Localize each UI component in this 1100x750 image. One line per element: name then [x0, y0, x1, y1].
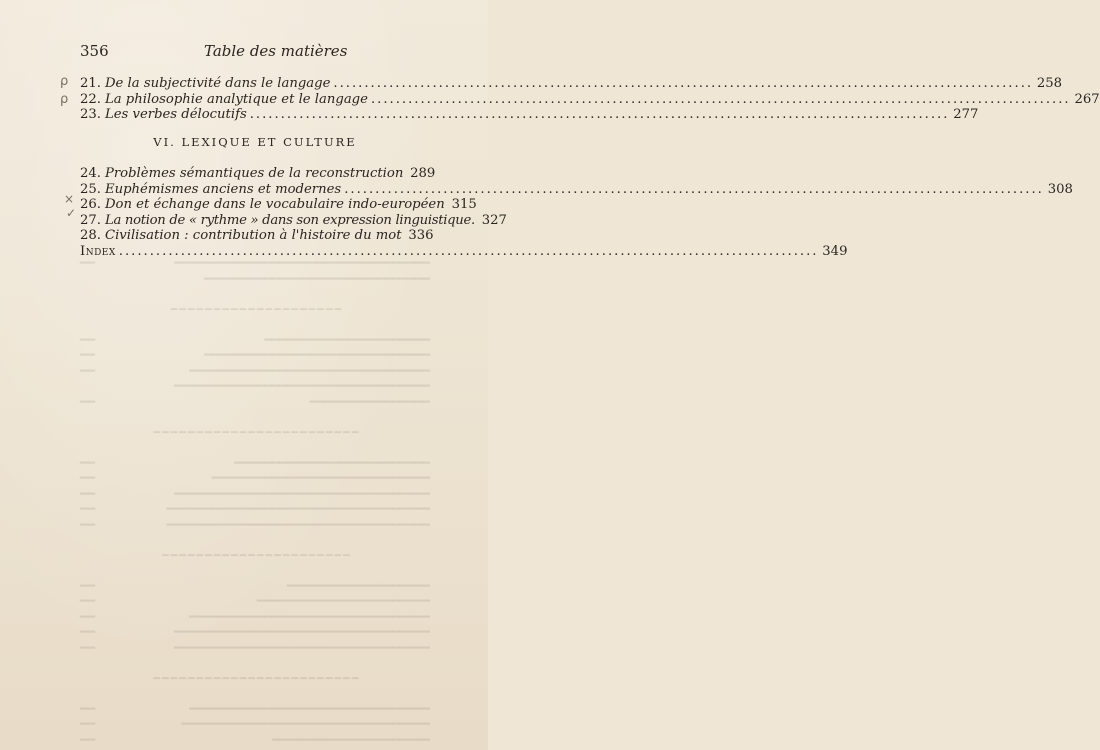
toc-entry-title: La philosophie analytique et le langage	[104, 91, 368, 107]
toc-entry-number: 26.	[80, 197, 101, 213]
toc-entry-title: Les verbes délocutifs	[104, 107, 247, 123]
toc-entry-title: La notion de « rythme » dans son expression linguistique.	[104, 212, 475, 228]
leader-dots	[344, 182, 1044, 198]
margin-mark-26: ×	[64, 192, 75, 206]
toc-entry	[80, 166, 436, 182]
toc-entry-number: 21.	[80, 76, 101, 91]
toc-entry	[80, 181, 1073, 198]
leader-dots	[333, 76, 1033, 92]
toc-entry-page: 336	[408, 228, 434, 244]
leader-dots	[371, 92, 1071, 108]
toc-entry-title: Civilisation : contribution à l'histoire du mot	[104, 228, 402, 244]
toc-entry-page: 327	[481, 212, 507, 228]
toc-entry	[80, 91, 1100, 108]
toc-entry-title: Don et échange dans le vocabulaire indo-européen	[104, 197, 445, 213]
toc-entry-number: 22.	[80, 91, 101, 107]
section-heading: VI. LEXIQUE ET CULTURE	[153, 135, 357, 149]
toc-entry-page: 308	[1047, 181, 1073, 197]
toc-entry-page: 289	[410, 166, 436, 181]
show-through-texture: ━━━━━━━━━━━━━━━━━━━━━━━━━━━━━━━━━━ ━━ ━━━━━━━━━━━━━━━━━━━━━━━━━━━━━━ ━━━━━━━━━━━━━━━━━━━━ ━━━━━━━━━━━━━━━━━━━━━━ ━━ ━━━━━━━━━━━━━━━━━━━━━━━━━━━━━━ ━━ ━━━━━━━━━━━━━━━━━━━━━━━━━━━━━━━━ ━━ ━━━━━━━━━━━━━━━━━━━━━━━━━━━━━━━━━━ ━━━━━━━━━━━━━━━━ ━━ ━━━━━━━━━━━━━━━━━━━━━━━━ ━━━━━━━━━━━━━━━━━━━━━━━━━━ ━━ ━━━━━━━━━━━━━━━━━━━━━━━━━━━━━ ━━ ━━━━━━━━━━━━━━━━━━━━━━━━━━━━━━━━━━ ━━ ━━━━━━━━━━━━━━━━━━━━━━━━━━━━━━━━━━━ ━━ ━━━━━━━━━━━━━━━━━━━━━━━━━━━━━━━━━━━ ━━ ━━━━━━━━━━━━━━━━━━━━━━ ━━━━━━━━━━━━━━━━━━━ ━━ ━━━━━━━━━━━━━━━━━━━━━━━ ━━ ━━━━━━━━━━━━━━━━━━━━━━━━━━━━━━━━ ━━ ━━━━━━━━━━━━━━━━━━━━━━━━━━━━━━━━━━ ━━ ━━━━━━━━━━━━━━━━━━━━━━━━━━━━━━━━━━ ━━ ━━━━━━━━━━━━━━━━━━━━━━━━ ━━━━━━━━━━━━━━━━━━━━━━━━━━━━━━━━ ━━ ━━━━━━━━━━━━━━━━━━━━━━━━━━━━━━━━━ ━━ ━━━━━━━━━━━━━━━━━━━━━ ━━	[80, 255, 430, 747]
toc-entry-page: 258	[1036, 76, 1063, 91]
toc-entry-number: 23.	[80, 107, 101, 123]
toc-entry-number: 25.	[80, 181, 101, 197]
toc-entry-number: 24.	[80, 166, 101, 181]
toc-top-list	[80, 76, 1100, 123]
index-page: 349	[822, 243, 848, 259]
toc-entry	[80, 212, 507, 229]
toc-entry	[80, 228, 434, 244]
leader-dots	[250, 107, 950, 123]
toc-entry-title: Euphémismes anciens et modernes	[104, 181, 342, 197]
toc-entry	[80, 107, 979, 123]
toc-entry-page: 315	[451, 197, 477, 213]
margin-mark-22: ρ	[60, 92, 69, 107]
toc-section-list	[80, 166, 1073, 260]
toc-entry-page: 267	[1074, 91, 1100, 107]
toc-entry-title: Problèmes sémantiques de la reconstruction	[104, 166, 404, 181]
margin-mark-21: ρ	[60, 74, 69, 89]
page-number: 356	[80, 42, 109, 60]
toc-entry	[80, 76, 1063, 92]
index-label: Index	[80, 243, 116, 259]
margin-mark-27: ✓	[66, 206, 77, 220]
running-title: Table des matières	[204, 42, 348, 60]
toc-entry-page: 277	[953, 107, 979, 123]
toc-entry-number: 28.	[80, 228, 101, 244]
toc-entry-title: De la subjectivité dans le langage	[104, 76, 331, 91]
toc-entry-number: 27.	[80, 212, 101, 228]
toc-entry	[80, 197, 477, 213]
